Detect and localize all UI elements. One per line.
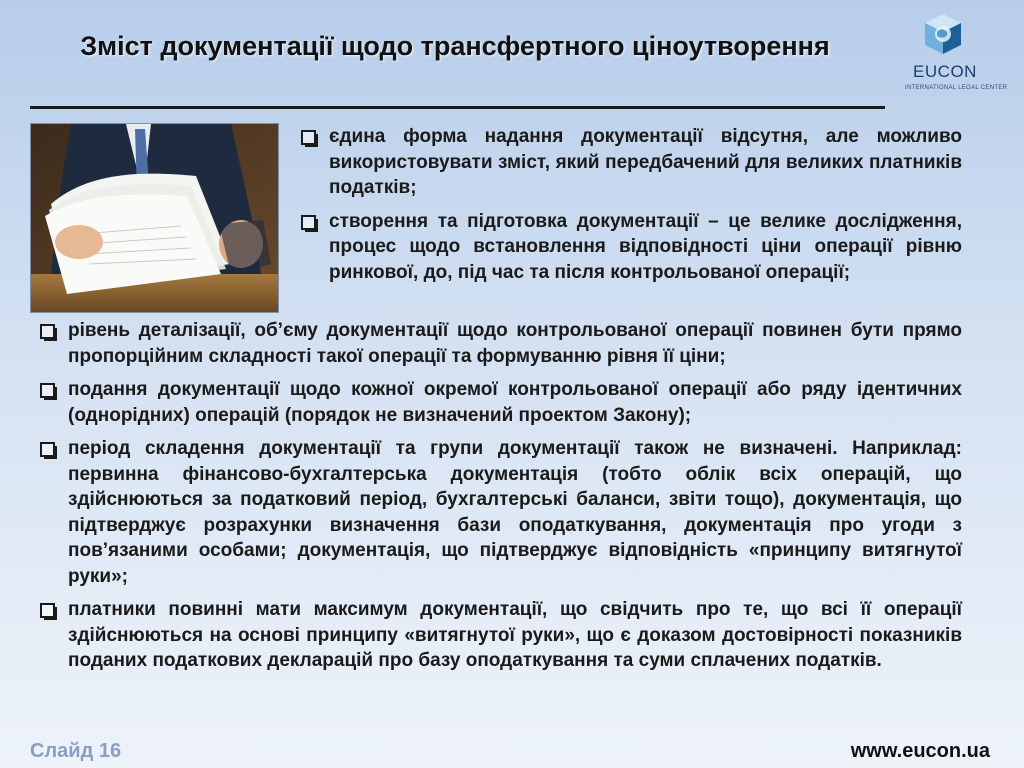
checkbox-square-icon <box>301 215 316 230</box>
list-item: платники повинні мати максимум документації, що свідчить про те, що всі її операції здійснюються на основі принципу «витягнутої руки», що є доказом достовірності показників поданих податкових декларацій про базу оподаткування та суми сплачених податків. <box>40 597 962 674</box>
checkbox-square-icon <box>40 324 55 339</box>
checkbox-square-icon <box>40 603 55 618</box>
list-item: рівень деталізації, об’єму документації щодо контрольованої операції повинен бути прямо пропорційним складності такої операції та формуванню рівня її ціни; <box>40 318 962 369</box>
list-item: період складення документації та групи документації також не визначені. Наприклад: первинна фінансово-бухгалтерська документація (тобто облік всіх операцій, що здійснюються за податковий період, бухгалтерські баланси, звіти тощо), документація, що підтверджує розрахунки визначення бази оподаткування, документація про угоди з пов’язаними особами; документація, що підтверджує відповідність «принципу витягнутої руки»; <box>40 436 962 589</box>
checkbox-square-icon <box>301 130 316 145</box>
slide-number: Слайд 16 <box>30 740 122 762</box>
slide-title: Зміст документації щодо трансфертного ціноутворення <box>80 31 830 61</box>
document-papers-photo <box>30 123 279 313</box>
logo-name: EUCON <box>913 62 977 81</box>
list-item: створення та підготовка документації – це велике дослідження, процес щодо встановлення відповідності ціни операції рівню ринкової, до, під час та після контрольованої операції; <box>301 209 962 286</box>
eucon-logo <box>905 12 1015 104</box>
list-item: подання документації щодо кожної окремої контрольованої операції або ряду ідентичних (однорідних) операцій (порядок не визначений проектом Закону); <box>40 377 962 428</box>
checkbox-square-icon <box>40 383 55 398</box>
cube-logo-icon <box>923 12 963 56</box>
title-divider <box>30 106 885 109</box>
checkbox-square-icon <box>40 442 55 457</box>
list-item: єдина форма надання документації відсутня, але можливо використовувати зміст, який передбачений для великих платників податків; <box>301 124 962 201</box>
main-bullet-list <box>40 318 962 682</box>
website-link[interactable]: www.eucon.ua <box>850 740 990 762</box>
logo-subtitle: INTERNATIONAL LEGAL CENTER <box>905 85 1008 91</box>
top-bullet-list <box>301 124 962 293</box>
